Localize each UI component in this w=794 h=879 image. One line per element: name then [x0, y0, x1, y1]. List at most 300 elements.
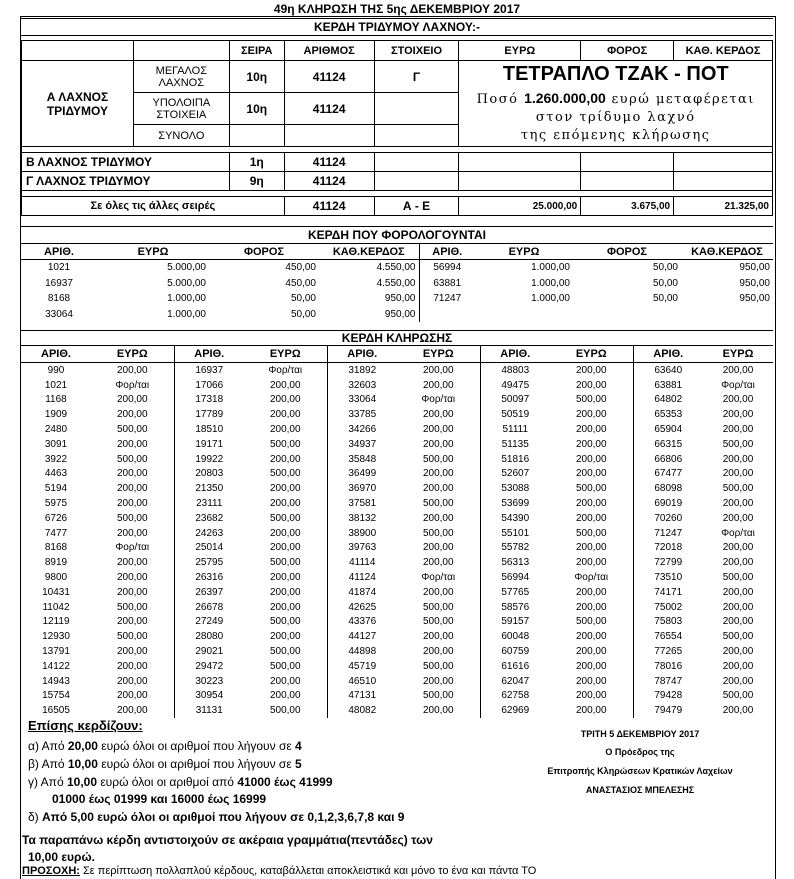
taxed-table: [21, 244, 773, 322]
draw-number: 47131: [327, 689, 397, 704]
draw-amount: 200,00: [116, 586, 148, 598]
taxed-col-kathara-2: ΚΑΘ.ΚΕΡΔΟΣ: [691, 245, 763, 258]
draw-number: 55782: [480, 541, 550, 556]
draw-number: 12119: [42, 616, 70, 628]
draw-amount: 200,00: [575, 498, 607, 510]
draw-row: [21, 585, 773, 600]
draw-amount: 200,00: [722, 705, 754, 717]
draw-row: [21, 378, 773, 393]
draw-number: 3922: [44, 453, 68, 465]
footer-line-1: β) Από 10,00 ευρώ όλοι οι αριθμοί που λήγουν σε 5: [28, 757, 302, 771]
draw-col-header: ΑΡΙΘ.: [174, 346, 244, 363]
g-seira: 9η: [229, 172, 284, 191]
draw-row: [21, 393, 773, 408]
draw-amount: 200,00: [722, 409, 754, 421]
draw-amount: 200,00: [575, 675, 607, 687]
draw-number: 11042: [42, 601, 70, 613]
draw-number: 41114: [327, 555, 397, 570]
taxed-cell: 50,00: [652, 293, 678, 305]
b-lachnos-label: Β ΛΑΧΝΟΣ ΤΡΙΔΥΜΟΥ: [22, 153, 230, 172]
draw-number: 23682: [174, 511, 244, 526]
taxed-cell: 450,00: [285, 262, 316, 274]
taxed-col-foros-2: ΦΟΡΟΣ: [606, 245, 648, 258]
draw-amount: 500,00: [269, 557, 301, 569]
b-arithmos: 41124: [284, 153, 374, 172]
draw-number: 12930: [42, 631, 70, 643]
draw-number: 56994: [480, 570, 550, 585]
draw-number: 63881: [633, 378, 703, 393]
draw-amount: 200,00: [269, 527, 301, 539]
draw-amount: 200,00: [116, 394, 148, 406]
megalos-arithmos: 41124: [284, 61, 374, 93]
draw-amount: 200,00: [116, 646, 148, 658]
draw-number: 1168: [45, 394, 67, 406]
draw-number: 34266: [327, 422, 397, 437]
draw-number: 33785: [327, 407, 397, 422]
draw-amount: 500,00: [575, 483, 607, 495]
others-arithmos: 41124: [284, 197, 374, 216]
draw-number: 79428: [633, 689, 703, 704]
draw-amount: 200,00: [722, 601, 754, 613]
draw-amount: 200,00: [575, 424, 607, 436]
draw-number: 17789: [174, 407, 244, 422]
taxed-col-euro-2: ΕΥΡΩ: [508, 245, 540, 258]
draw-amount: Φορ/ται: [574, 572, 609, 584]
draw-amount: 200,00: [422, 512, 454, 524]
draw-amount: 200,00: [269, 483, 301, 495]
draw-amount: 200,00: [422, 631, 454, 643]
draw-amount: 200,00: [269, 409, 301, 421]
draw-amount: 200,00: [575, 512, 607, 524]
draw-amount: 200,00: [575, 586, 607, 598]
taxed-col-foros: ΦΟΡΟΣ: [243, 245, 285, 258]
draw-number: 27249: [174, 615, 244, 630]
draw-amount: 200,00: [722, 424, 754, 436]
draw-number: 67477: [633, 467, 703, 482]
draw-amount: 200,00: [422, 675, 454, 687]
taxed-cell: 4.550,00: [376, 277, 416, 289]
draw-number: 50519: [480, 407, 550, 422]
draw-number: 25795: [174, 555, 244, 570]
draw-col-header: ΕΥΡΩ: [422, 348, 454, 360]
draw-row: [21, 659, 773, 674]
footer-line-2: γ) Από 10,00 ευρώ όλοι οι αριθμοί από 41000 έως 41999: [28, 775, 333, 789]
draw-number: 20803: [174, 467, 244, 482]
draw-number: 8168: [44, 542, 68, 554]
sign-name: ΑΝΑΣΤΑΣΙΟΣ ΜΠΕΛΕΣΗΣ: [585, 785, 695, 795]
draw-amount: 200,00: [116, 364, 148, 376]
draw-amount: Φορ/ται: [721, 527, 755, 539]
draw-number: 16937: [174, 363, 244, 378]
draw-title: ΚΕΡΔΗ ΚΛΗΡΩΣΗΣ: [21, 330, 773, 346]
draw-row: [21, 526, 773, 541]
draw-amount: 500,00: [722, 690, 754, 702]
ypoloipa-arithmos: 41124: [284, 93, 374, 125]
draw-number: 55101: [480, 526, 550, 541]
jackpot-title: ΤΕΤΡΑΠΛΟ ΤΖΑΚ - ΠΟΤ: [502, 63, 729, 85]
draw-number: 21350: [174, 481, 244, 496]
draw-number: 23111: [174, 496, 244, 511]
draw-amount: 200,00: [116, 527, 148, 539]
draw-row: [21, 467, 773, 482]
draw-number: 54390: [480, 511, 550, 526]
draw-amount: 500,00: [422, 453, 454, 465]
draw-amount: 200,00: [116, 409, 148, 421]
draw-amount: 200,00: [422, 542, 454, 554]
draw-number: 1021: [44, 379, 68, 391]
draw-amount: 500,00: [116, 453, 148, 465]
draw-number: 64802: [633, 393, 703, 408]
draw-number: 68098: [633, 481, 703, 496]
draw-amount: 200,00: [722, 468, 754, 480]
draw-amount: 500,00: [575, 527, 607, 539]
draw-amount: 500,00: [722, 572, 754, 584]
megalos-stoixeio: Γ: [374, 61, 459, 93]
draw-number: 38900: [327, 526, 397, 541]
draw-number: 15754: [42, 690, 70, 702]
draw-number: 18510: [174, 422, 244, 437]
draw-amount: 200,00: [722, 542, 754, 554]
draw-row: [21, 496, 773, 511]
draw-amount: 200,00: [575, 542, 607, 554]
draw-number: 75002: [633, 600, 703, 615]
also-win-heading: Επίσης κερδίζουν:: [28, 718, 143, 733]
draw-number: 66315: [633, 437, 703, 452]
draw-number: 10431: [42, 586, 70, 598]
tridymo-title: ΚΕΡΔΗ ΤΡΙΔΥΜΟΥ ΛΑΧΝΟΥ:-: [21, 18, 773, 36]
draw-number: 35848: [327, 452, 397, 467]
draw-amount: Φορ/ται: [115, 542, 150, 554]
draw-amount: 200,00: [269, 379, 301, 391]
taxed-cell: 50,00: [652, 277, 678, 289]
taxed-cell: 450,00: [285, 277, 316, 289]
taxed-cell: 1.000,00: [531, 277, 570, 289]
draw-amount: 200,00: [422, 557, 454, 569]
taxed-cell: 33064: [45, 308, 73, 320]
others-stoixeio: Α - Ε: [374, 197, 459, 216]
draw-number: 46510: [327, 674, 397, 689]
taxed-row: [21, 307, 773, 323]
draw-row: [21, 481, 773, 496]
draw-number: 70260: [633, 511, 703, 526]
draw-amount: 200,00: [575, 409, 607, 421]
taxed-cell: 1.000,00: [167, 308, 206, 320]
draw-amount: 200,00: [116, 557, 148, 569]
taxed-cell: 4.550,00: [376, 262, 416, 274]
draw-amount: 200,00: [269, 601, 301, 613]
taxed-cell: 950,00: [739, 262, 770, 274]
draw-amount: 200,00: [575, 379, 607, 391]
draw-amount: 500,00: [269, 660, 301, 672]
taxed-cell: [681, 307, 773, 323]
jackpot-line2: στον τρίδυμο λαχνό: [535, 110, 696, 125]
taxed-cell: 1.000,00: [167, 293, 206, 305]
draw-amount: 200,00: [422, 438, 454, 450]
taxed-col-arith-2: ΑΡΙΘ.: [419, 244, 475, 260]
draw-number: 77265: [633, 644, 703, 659]
draw-col-header: ΑΡΙΘ.: [41, 348, 71, 360]
draw-amount: 200,00: [575, 690, 607, 702]
draw-amount: 500,00: [116, 601, 148, 613]
draw-number: 13791: [42, 646, 70, 658]
draw-number: 26678: [174, 600, 244, 615]
draw-number: 62047: [480, 674, 550, 689]
draw-col-header: ΑΡΙΘ.: [327, 346, 397, 363]
draw-amount: 200,00: [116, 616, 148, 628]
draw-number: 8919: [44, 557, 68, 569]
taxed-cell: 50,00: [290, 308, 316, 320]
note-line-2: 10,00 ευρώ.: [28, 850, 95, 864]
draw-table: [21, 346, 773, 718]
others-label: Σε όλες τις άλλες σειρές: [22, 197, 285, 216]
taxed-cell: 8168: [47, 293, 71, 305]
taxed-cell: 5.000,00: [167, 262, 206, 274]
draw-amount: 200,00: [722, 364, 754, 376]
taxed-cell: [419, 307, 475, 323]
draw-amount: 500,00: [269, 616, 301, 628]
taxed-row: [21, 291, 773, 307]
draw-row: [21, 511, 773, 526]
b-seira: 1η: [229, 153, 284, 172]
taxed-cell: 5.000,00: [167, 277, 206, 289]
taxed-col-kathara: ΚΑΘ.ΚΕΡΔΟΣ: [332, 245, 405, 258]
draw-number: 72018: [633, 541, 703, 556]
draw-number: 48082: [327, 703, 397, 718]
jackpot-box: [459, 61, 773, 147]
draw-amount: 200,00: [116, 498, 148, 510]
draw-amount: 500,00: [422, 660, 454, 672]
page-title: 49η ΚΛΗΡΩΣΗ ΤΗΣ 5ης ΔΕΚΕΜΒΡΙΟΥ 2017: [273, 2, 521, 16]
sign-role-1: Ο Πρόεδρος της: [605, 747, 675, 757]
draw-amount: 200,00: [722, 675, 754, 687]
draw-row: [21, 629, 773, 644]
footer-line-d: δ) Από 5,00 ευρώ όλοι οι αριθμοί που λήγουν σε 0,1,2,3,6,7,8 και 9: [28, 810, 405, 824]
draw-number: 3091: [44, 438, 68, 450]
draw-number: 2480: [44, 424, 68, 436]
draw-number: 6726: [44, 512, 68, 524]
col-seira: ΣΕΙΡΑ: [229, 41, 284, 61]
draw-number: 30223: [174, 674, 244, 689]
draw-number: 36970: [327, 481, 397, 496]
draw-number: 26316: [174, 570, 244, 585]
col-foros: ΦΟΡΟΣ: [581, 41, 674, 61]
taxed-cell: 950,00: [739, 277, 770, 289]
draw-amount: 500,00: [269, 705, 301, 717]
draw-number: 19171: [174, 437, 244, 452]
draw-amount: 200,00: [269, 394, 301, 406]
draw-row: [21, 407, 773, 422]
draw-number: 31131: [174, 703, 244, 718]
draw-amount: 500,00: [269, 646, 301, 658]
draw-number: 56313: [480, 555, 550, 570]
draw-number: 62758: [480, 689, 550, 704]
draw-number: 32603: [327, 378, 397, 393]
draw-number: 65353: [633, 407, 703, 422]
draw-number: 37581: [327, 496, 397, 511]
draw-col-header: ΕΥΡΩ: [269, 348, 301, 360]
others-euro: 25.000,00: [459, 197, 581, 216]
draw-amount: 200,00: [269, 675, 301, 687]
ypoloipa-seira: 10η: [229, 93, 284, 125]
draw-amount: 500,00: [422, 616, 454, 628]
draw-number: 19922: [174, 452, 244, 467]
draw-amount: 200,00: [575, 438, 607, 450]
draw-row: [21, 703, 773, 718]
draw-amount: 200,00: [722, 586, 754, 598]
draw-number: 74171: [633, 585, 703, 600]
draw-row: [21, 422, 773, 437]
draw-number: 990: [47, 364, 65, 376]
draw-number: 53088: [480, 481, 550, 496]
draw-amount: 500,00: [422, 601, 454, 613]
taxed-cell: [475, 307, 573, 323]
draw-amount: 200,00: [422, 705, 454, 717]
taxed-cell: 16937: [45, 277, 73, 289]
draw-number: 5194: [44, 483, 68, 495]
a-lachnos-label: Α ΛΑΧΝΟΣ ΤΡΙΔΥΜΟΥ: [22, 61, 134, 147]
draw-row: [21, 452, 773, 467]
draw-amount: 200,00: [116, 438, 148, 450]
taxed-cell: 950,00: [384, 293, 416, 305]
draw-number: 24263: [174, 526, 244, 541]
taxed-col-arith: ΑΡΙΘ.: [44, 245, 74, 258]
draw-amount: Φορ/ται: [268, 364, 303, 376]
taxed-cell: 56994: [419, 260, 475, 276]
draw-number: 60759: [480, 644, 550, 659]
draw-amount: 200,00: [116, 660, 148, 672]
col-stoixeio: ΣΤΟΙΧΕΙΟ: [374, 41, 459, 61]
jackpot-line1: Ποσό 1.260.000,00 ευρώ μεταφέρεται: [476, 90, 755, 107]
draw-amount: 200,00: [722, 453, 754, 465]
sign-date: ΤΡΙΤΗ 5 ΔΕΚΕΜΒΡΙΟΥ 2017: [580, 729, 700, 739]
draw-number: 50097: [480, 393, 550, 408]
taxed-cell: 71247: [419, 291, 475, 307]
taxed-cell: 950,00: [384, 308, 416, 320]
draw-number: 57765: [480, 585, 550, 600]
footer-line-0: α) Από 20,00 ευρώ όλοι οι αριθμοί που λήγουν σε 4: [28, 739, 302, 753]
draw-row: [21, 689, 773, 704]
draw-col-header: ΑΡΙΘ.: [633, 346, 703, 363]
draw-amount: 200,00: [269, 572, 301, 584]
draw-amount: 200,00: [722, 394, 754, 406]
draw-number: 7477: [44, 527, 68, 539]
others-foros: 3.675,00: [581, 197, 674, 216]
draw-number: 34937: [327, 437, 397, 452]
draw-number: 51111: [480, 422, 550, 437]
draw-number: 5975: [44, 498, 68, 510]
draw-number: 39763: [327, 541, 397, 556]
draw-col-header: ΕΥΡΩ: [116, 348, 148, 360]
draw-amount: 200,00: [116, 675, 148, 687]
draw-amount: 200,00: [116, 483, 148, 495]
draw-number: 44898: [327, 644, 397, 659]
draw-amount: 200,00: [422, 586, 454, 598]
draw-amount: 200,00: [575, 364, 607, 376]
draw-number: 58576: [480, 600, 550, 615]
draw-amount: 500,00: [422, 527, 454, 539]
draw-row: [21, 541, 773, 556]
draw-amount: 500,00: [116, 424, 148, 436]
draw-number: 29021: [174, 644, 244, 659]
draw-amount: 500,00: [575, 394, 607, 406]
draw-row: [21, 600, 773, 615]
draw-amount: 200,00: [269, 424, 301, 436]
ypoloipa-label: ΥΠΟΛΟΙΠΑ ΣΤΟΙΧΕΙΑ: [133, 93, 229, 125]
draw-amount: 200,00: [422, 646, 454, 658]
draw-amount: 200,00: [422, 468, 454, 480]
draw-amount: 200,00: [422, 483, 454, 495]
draw-number: 66806: [633, 452, 703, 467]
draw-amount: Φορ/ται: [421, 394, 456, 406]
draw-amount: 200,00: [269, 453, 301, 465]
draw-amount: 200,00: [722, 498, 754, 510]
draw-number: 30954: [174, 689, 244, 704]
draw-number: 51135: [480, 437, 550, 452]
draw-number: 33064: [327, 393, 397, 408]
draw-number: 69019: [633, 496, 703, 511]
draw-row: [21, 570, 773, 585]
draw-number: 17318: [174, 393, 244, 408]
draw-number: 28080: [174, 629, 244, 644]
megalos-label: ΜΕΓΑΛΟΣ ΛΑΧΝΟΣ: [133, 61, 229, 93]
draw-amount: 200,00: [722, 660, 754, 672]
draw-amount: 200,00: [116, 468, 148, 480]
others-kathara: 21.325,00: [674, 197, 773, 216]
draw-number: 31892: [327, 363, 397, 378]
draw-number: 1909: [44, 409, 68, 421]
draw-number: 76554: [633, 629, 703, 644]
draw-number: 14122: [42, 660, 70, 672]
synolo-label: ΣΥΝΟΛΟ: [133, 125, 229, 147]
draw-amount: 500,00: [722, 483, 754, 495]
draw-amount: 500,00: [422, 498, 454, 510]
draw-number: 45719: [327, 659, 397, 674]
taxed-row: [21, 260, 773, 276]
draw-amount: 200,00: [575, 453, 607, 465]
draw-number: 59157: [480, 615, 550, 630]
draw-amount: 200,00: [575, 660, 607, 672]
draw-amount: 500,00: [269, 468, 301, 480]
footer-line-g2: 01000 έως 01999 και 16000 έως 16999: [52, 792, 267, 806]
g-lachnos-label: Γ ΛΑΧΝΟΣ ΤΡΙΔΥΜΟΥ: [22, 172, 230, 191]
taxed-cell: 1021: [47, 262, 71, 274]
draw-number: 65904: [633, 422, 703, 437]
taxed-cell: 1.000,00: [531, 262, 570, 274]
draw-number: 75803: [633, 615, 703, 630]
draw-amount: 200,00: [269, 586, 301, 598]
draw-amount: 200,00: [116, 572, 148, 584]
draw-number: 38132: [327, 511, 397, 526]
draw-col-header: ΕΥΡΩ: [575, 348, 607, 360]
megalos-seira: 10η: [229, 61, 284, 93]
draw-number: 52607: [480, 467, 550, 482]
taxed-row: [21, 276, 773, 292]
draw-number: 14943: [42, 675, 70, 687]
note-line-1: Τα παραπάνω κέρδη αντιστοιχούν σε ακέραια γραμμάτια(πεντάδες) των: [22, 833, 433, 847]
col-euro: ΕΥΡΩ: [459, 41, 581, 61]
draw-number: 73510: [633, 570, 703, 585]
draw-number: 78016: [633, 659, 703, 674]
jackpot-line3: της επόμενης κλήρωσης: [520, 128, 711, 143]
draw-number: 41124: [327, 570, 397, 585]
draw-amount: 200,00: [422, 379, 454, 391]
draw-number: 16505: [42, 705, 70, 717]
draw-number: 71247: [633, 526, 703, 541]
draw-amount: 200,00: [575, 631, 607, 643]
draw-amount: 200,00: [575, 468, 607, 480]
draw-amount: Φορ/ται: [115, 379, 150, 391]
draw-amount: 200,00: [722, 557, 754, 569]
